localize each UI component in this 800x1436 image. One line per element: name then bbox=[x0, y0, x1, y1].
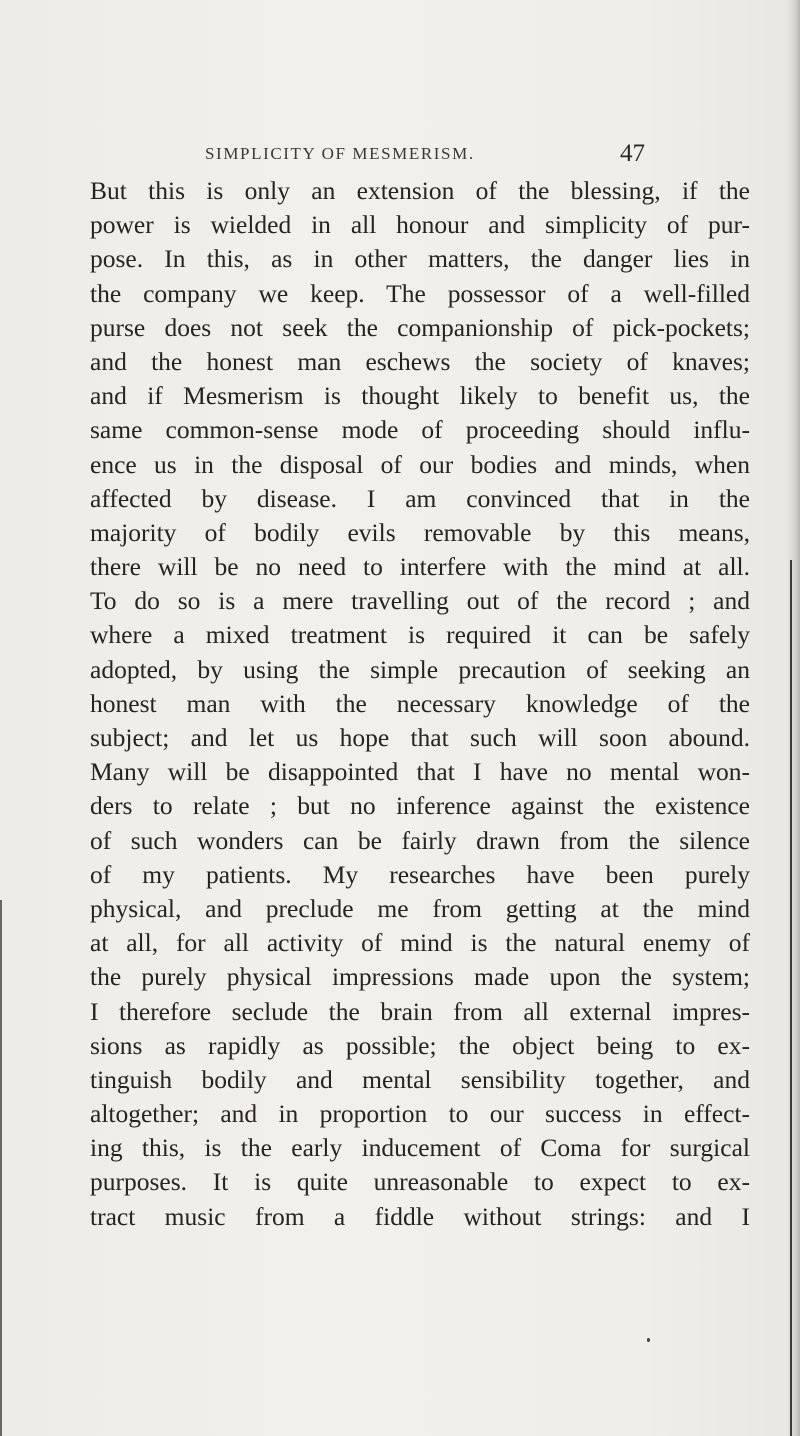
text-line: ing this, is the early inducement of Coma for surgical bbox=[90, 1133, 750, 1163]
text-line: To do so is a mere travelling out of the record ; and bbox=[90, 586, 750, 616]
text-line: I therefore seclude the brain from all external impres- bbox=[90, 996, 750, 1026]
text-line: tract music from a fiddle without strings: and I bbox=[90, 1201, 750, 1231]
page-edge-left bbox=[0, 900, 2, 1436]
text-line: But this is only an extension of the blessing, if the bbox=[90, 176, 750, 205]
ink-speck bbox=[647, 1338, 650, 1342]
text-line: there will be no need to interfere with the mind at all. bbox=[90, 552, 750, 582]
page-header bbox=[205, 140, 645, 170]
text-line: subject; and let us hope that such will soon abound. bbox=[90, 723, 750, 752]
text-line: of my patients. My researches have been purely bbox=[90, 859, 750, 889]
text-line: ence us in the disposal of our bodies and minds, when bbox=[90, 449, 750, 479]
text-line: purse does not seek the companionship of pick-pockets; bbox=[90, 312, 750, 342]
text-line: honest man with the necessary knowledge of the bbox=[90, 688, 750, 718]
text-line: the purely physical impressions made upon the system; bbox=[90, 962, 750, 992]
text-line: and if Mesmerism is thought likely to benefit us, the bbox=[90, 381, 750, 411]
text-line: altogether; and in proportion to our success in effect- bbox=[90, 1099, 750, 1129]
text-line: the company we keep. The possessor of a well-filled bbox=[90, 278, 750, 308]
page-number: 47 bbox=[620, 140, 645, 167]
text-line: adopted, by using the simple precaution of seeking an bbox=[90, 654, 750, 684]
text-line: at all, for all activity of mind is the natural enemy of bbox=[90, 928, 750, 958]
text-line: where a mixed treatment is required it can be safely bbox=[90, 620, 750, 650]
text-line: of such wonders can be fairly drawn from the silence bbox=[90, 825, 750, 855]
body-paragraph bbox=[90, 174, 750, 1234]
page-edge-right bbox=[790, 560, 792, 1436]
running-head: SIMPLICITY OF MESMERISM. bbox=[205, 144, 475, 163]
text-line: physical, and preclude me from getting at the mind bbox=[90, 893, 750, 923]
text-line: Many will be disappointed that I have no mental won- bbox=[90, 757, 750, 787]
text-line: ders to relate ; but no inference against the existence bbox=[90, 791, 750, 821]
page-gutter-shadow bbox=[786, 0, 800, 1436]
text-line: affected by disease. I am convinced that in the bbox=[90, 483, 750, 513]
text-line: same common-sense mode of proceeding should influ- bbox=[90, 415, 750, 445]
text-line: majority of bodily evils removable by this means, bbox=[90, 517, 750, 547]
text-line: tinguish bodily and mental sensibility together, and bbox=[90, 1064, 750, 1094]
text-line: power is wielded in all honour and simplicity of pur- bbox=[90, 210, 750, 240]
text-line: and the honest man eschews the society of knaves; bbox=[90, 346, 750, 376]
text-line: purposes. It is quite unreasonable to expect to ex- bbox=[90, 1167, 750, 1197]
text-line: sions as rapidly as possible; the object being to ex- bbox=[90, 1030, 750, 1060]
text-line: pose. In this, as in other matters, the danger lies in bbox=[90, 244, 750, 274]
